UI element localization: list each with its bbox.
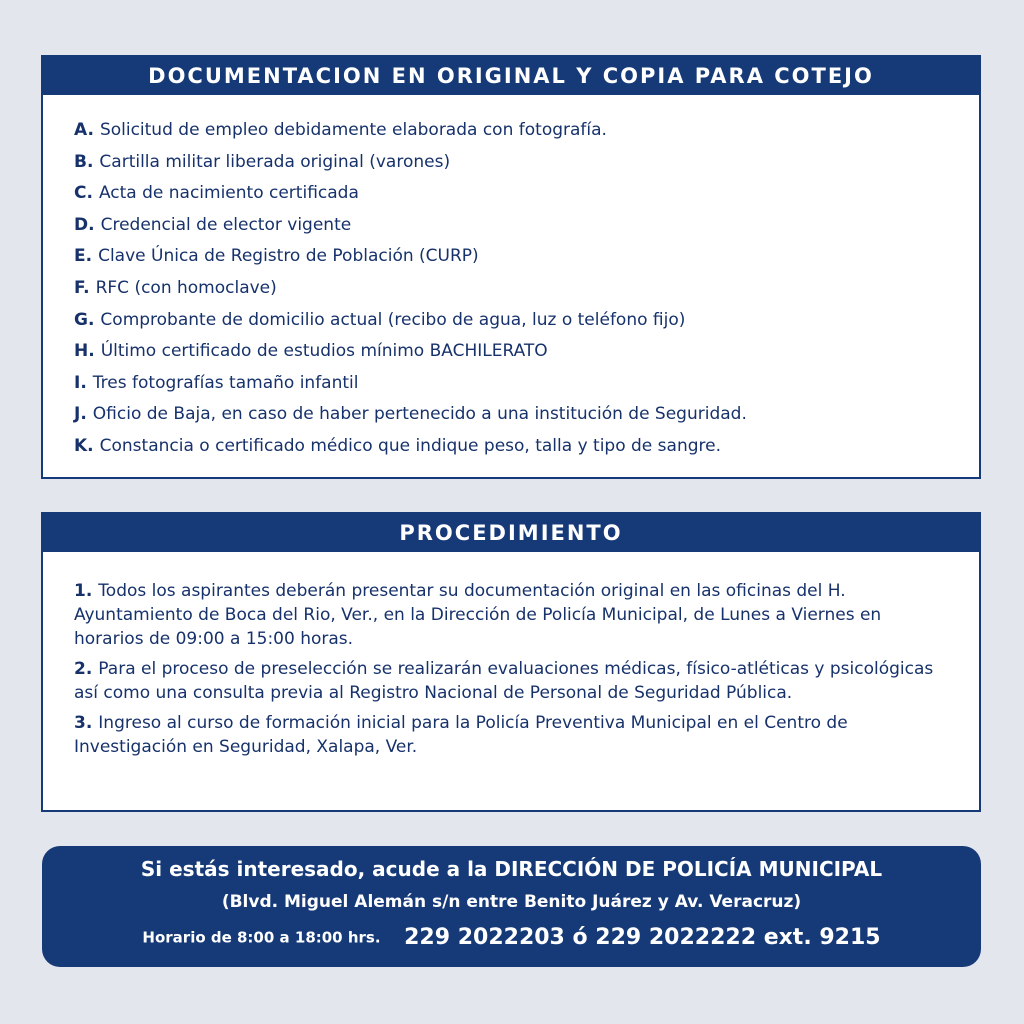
document-item: [74, 147, 979, 179]
step-text: Ingreso al curso de formación inicial para la Policía Preventiva Municipal en el Centro de Investigación en Seguridad, Xalapa, Ver.: [74, 713, 848, 757]
document-text: Tres fotografías tamaño infantil: [92, 372, 359, 393]
documents-panel: [41, 55, 981, 479]
document-item: [74, 336, 979, 368]
document-text: Credencial de elector vigente: [100, 214, 352, 235]
document-item: [74, 241, 979, 273]
contact-hours: Horario de 8:00 a 18:00 hrs.: [142, 928, 381, 947]
contact-invitation: Si estás interesado, acude a la DIRECCIÓN DE POLICÍA MUNICIPAL: [140, 857, 883, 881]
document-text: Oficio de Baja, en caso de haber pertenecido a una institución de Seguridad.: [92, 404, 747, 425]
procedure-title: PROCEDIMIENTO: [43, 514, 979, 552]
contact-address: (Blvd. Miguel Alemán s/n entre Benito Juárez y Av. Veracruz): [221, 892, 802, 912]
step-number: 2.: [74, 659, 93, 679]
document-item: [74, 115, 979, 147]
document-item: [74, 368, 979, 400]
documents-list: [43, 95, 979, 463]
document-letter: F.: [74, 277, 90, 298]
document-text: Constancia o certificado médico que indique peso, talla y tipo de sangre.: [99, 435, 721, 456]
contact-details: [42, 922, 981, 953]
procedure-panel: [41, 512, 981, 812]
document-letter: B.: [74, 151, 94, 172]
step-text: Todos los aspirantes deberán presentar su documentación original en las oficinas del H. Ayuntamiento de Boca del Rio, Ver., en la Dirección de Policía Municipal, de Lunes a Viernes en horarios de 09:00 a 15:00 horas.: [74, 581, 882, 649]
document-text: Comprobante de domicilio actual (recibo de agua, luz o teléfono fijo): [100, 309, 686, 330]
document-letter: A.: [74, 120, 94, 140]
step-text: Para el proceso de preselección se realizarán evaluaciones médicas, físico-atléticas y psicológicas así como una consulta previa al Registro Nacional de Personal de Seguridad Pública.: [74, 659, 934, 703]
document-text: Cartilla militar liberada original (varones): [99, 151, 451, 172]
document-text: Acta de nacimiento certificada: [98, 183, 359, 204]
document-text: Solicitud de empleo debidamente elaborada con fotografía.: [99, 120, 607, 140]
documents-title: DOCUMENTACION EN ORIGINAL Y COPIA PARA COTEJO: [43, 57, 979, 95]
step-number: 1.: [74, 581, 93, 601]
document-letter: J.: [74, 404, 87, 425]
document-item: [74, 273, 979, 305]
procedure-step: [74, 657, 951, 705]
document-letter: G.: [74, 309, 95, 330]
document-item: [74, 431, 979, 463]
contact-phones: 229 2022203 ó 229 2022222 ext. 9215: [404, 924, 881, 950]
document-letter: C.: [74, 183, 93, 204]
document-letter: E.: [74, 246, 93, 267]
document-letter: K.: [74, 435, 94, 456]
procedure-list: [43, 552, 979, 759]
document-letter: I.: [74, 372, 87, 393]
step-number: 3.: [74, 713, 93, 733]
document-text: Clave Única de Registro de Población (CURP): [98, 246, 479, 267]
document-text: RFC (con homoclave): [95, 277, 277, 298]
document-item: [74, 399, 979, 431]
document-letter: D.: [74, 214, 95, 235]
contact-banner: [42, 846, 981, 967]
document-item: [74, 305, 979, 337]
procedure-step: [74, 711, 951, 759]
document-letter: H.: [74, 341, 95, 362]
document-text: Último certificado de estudios mínimo BACHILERATO: [100, 341, 548, 362]
document-item: [74, 178, 979, 210]
document-item: [74, 210, 979, 242]
procedure-step: [74, 579, 951, 651]
